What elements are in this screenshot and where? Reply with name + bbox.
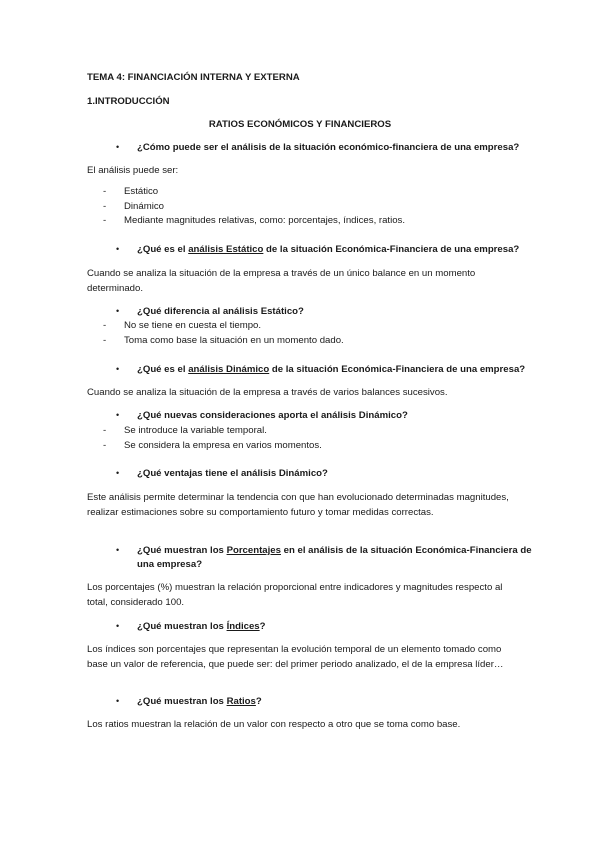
list-item: Se considera la empresa en varios momentos. xyxy=(124,440,322,451)
question-9-pre: ¿Qué muestran los xyxy=(137,696,227,707)
question-8-underlined: Índices xyxy=(226,621,260,632)
bullet-marker: • xyxy=(116,468,120,478)
question-7-underlined: Porcentajes xyxy=(226,545,281,556)
question-2-underlined: análisis Estático xyxy=(188,244,264,255)
list-item: Mediante magnitudes relativas, como: porcentajes, índices, ratios. xyxy=(124,215,406,226)
section-heading: 1.INTRODUCCIÓN xyxy=(87,96,170,107)
question-2 xyxy=(137,242,519,257)
question-4 xyxy=(137,362,525,377)
paragraph-7: Los porcentajes (%) muestran la relación proporcional entre indicadores y magnitudes respecto al total, considerado 100. xyxy=(87,582,503,608)
list-item: No se tiene en cuesta el tiempo. xyxy=(124,320,262,331)
question-1: ¿Cómo puede ser el análisis de la situación económico-financiera de una empresa? xyxy=(137,142,520,153)
dash-marker: - xyxy=(103,425,107,436)
paragraph-8: Los índices son porcentajes que representan la evolución temporal de un elemento tomado como base un valor de referencia, que puede ser: del primer periodo analizado, el de la empresa líder… xyxy=(87,644,504,670)
question-8 xyxy=(137,619,266,634)
bullet-marker: • xyxy=(116,696,120,706)
question-8-post: ? xyxy=(259,621,266,632)
question-4-underlined: análisis Dinámico xyxy=(188,364,270,375)
paragraph-1: El análisis puede ser: xyxy=(87,165,179,176)
question-7 xyxy=(137,543,532,558)
dash-marker: - xyxy=(103,440,107,451)
bullet-marker: • xyxy=(116,364,120,374)
question-4-post: de la situación Económica-Financiera de una empresa? xyxy=(269,364,526,375)
question-7-post: en el análisis de la situación Económica-Financiera de xyxy=(280,545,532,556)
question-4-pre: ¿Qué es el xyxy=(137,364,189,375)
list-item: Toma como base la situación en un momento dado. xyxy=(124,335,344,346)
bullet-marker: • xyxy=(116,244,120,254)
bullet-marker: • xyxy=(116,621,120,631)
bullet-marker: • xyxy=(116,410,120,420)
question-2-pre: ¿Qué es el xyxy=(137,244,189,255)
bullet-marker: • xyxy=(116,545,120,555)
bullet-marker: • xyxy=(116,142,120,152)
question-9 xyxy=(137,694,262,709)
question-7-pre: ¿Qué muestran los xyxy=(137,545,227,556)
dash-marker: - xyxy=(103,215,107,226)
list-item: Se introduce la variable temporal. xyxy=(124,425,267,436)
list-item: Estático xyxy=(124,186,159,197)
list-item: Dinámico xyxy=(124,201,164,212)
question-3: ¿Qué diferencia al análisis Estático? xyxy=(137,306,304,317)
question-6: ¿Qué ventajas tiene el análisis Dinámico? xyxy=(137,468,328,479)
question-7-line-2: una empresa? xyxy=(137,559,203,570)
dash-marker: - xyxy=(103,201,107,212)
dash-marker: - xyxy=(103,186,107,197)
question-8-pre: ¿Qué muestran los xyxy=(137,621,227,632)
document-title: TEMA 4: FINANCIACIÓN INTERNA Y EXTERNA xyxy=(87,72,300,83)
question-2-post: de la situación Económica-Financiera de una empresa? xyxy=(263,244,520,255)
question-5: ¿Qué nuevas consideraciones aporta el análisis Dinámico? xyxy=(137,410,408,421)
paragraph-9: Los ratios muestran la relación de un valor con respecto a otro que se toma como base. xyxy=(87,719,461,730)
question-9-underlined: Ratios xyxy=(226,696,256,707)
dash-marker: - xyxy=(103,335,107,346)
question-9-post: ? xyxy=(255,696,262,707)
paragraph-4: Cuando se analiza la situación de la empresa a través de varios balances sucesivos. xyxy=(87,387,448,398)
dash-marker: - xyxy=(103,320,107,331)
paragraph-2: Cuando se analiza la situación de la empresa a través de un único balance en un momento determinado. xyxy=(87,268,476,294)
bullet-marker: • xyxy=(116,306,120,316)
subtitle: RATIOS ECONÓMICOS Y FINANCIEROS xyxy=(208,119,392,130)
paragraph-6: Este análisis permite determinar la tendencia con que han evolucionado determinadas magnitudes, realizar estimaciones sobre su comportamiento futuro y tomar medidas correctas. xyxy=(87,492,509,518)
